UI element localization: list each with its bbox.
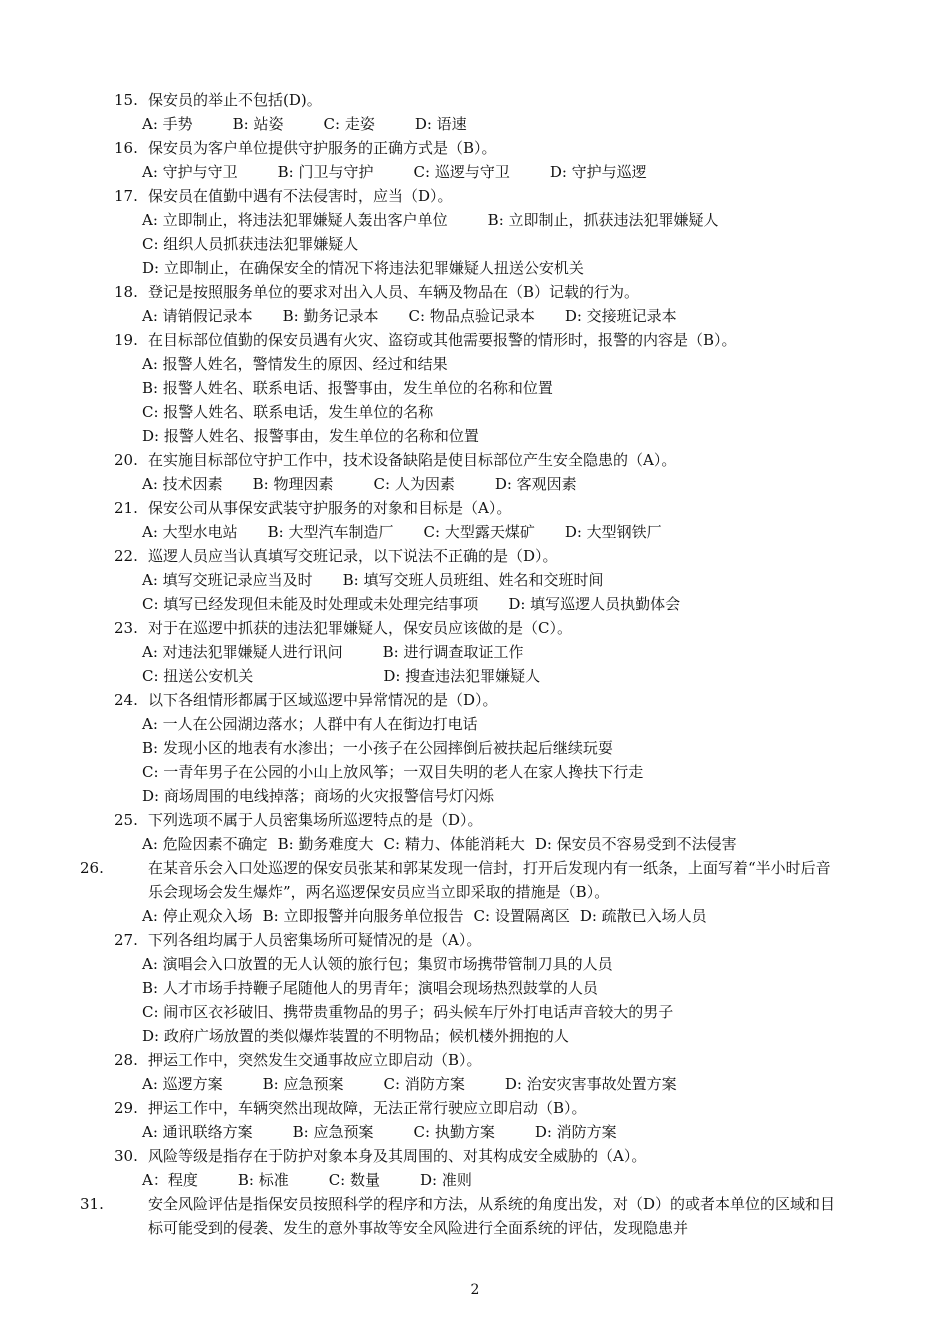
- option-row: [114, 784, 842, 808]
- question-number: 30.: [114, 1147, 138, 1165]
- answer-option: C: 人为因素: [373, 475, 455, 493]
- question-stem: [114, 1048, 842, 1072]
- answer-option: C: 物品点验记录本: [408, 307, 535, 325]
- answer-option: B: 大型汽车制造厂: [267, 523, 394, 541]
- question-stem: [80, 1192, 842, 1240]
- question-text: 保安员的举止不包括(D)。: [148, 91, 322, 109]
- option-row: [114, 352, 842, 376]
- option-row: [114, 472, 842, 496]
- question-item: [114, 688, 842, 808]
- option-row: [114, 568, 842, 592]
- question-stem: [114, 136, 842, 160]
- option-row: [114, 424, 842, 448]
- question-number: 26.: [80, 859, 104, 877]
- option-row: [114, 664, 842, 688]
- answer-option: C: 设置隔离区: [473, 907, 570, 925]
- answer-option: C: 填写已经发现但未能及时处理或未处理完结事项: [142, 595, 479, 613]
- option-row: [114, 760, 842, 784]
- answer-option: D: 政府广场放置的类似爆炸装置的不明物品；候机楼外拥抱的人: [142, 1027, 569, 1045]
- answer-option: A: 演唱会入口放置的无人认领的旅行包；集贸市场携带管制刀具的人员: [142, 955, 613, 973]
- question-item: [114, 808, 842, 856]
- answer-option: C: 扭送公安机关: [142, 667, 254, 685]
- question-text: 在某音乐会入口处巡逻的保安员张某和郭某发现一信封，打开后发现内有一纸条，上面写着“半小时后音乐会现场会发生爆炸”，两名巡逻保安员应当立即采取的措施是（B）。: [148, 859, 831, 901]
- answer-option: C: 精力、体能消耗大: [383, 835, 525, 853]
- question-text: 下列选项不属于人员密集场所巡逻特点的是（D）。: [148, 811, 483, 829]
- answer-option: A: 报警人姓名，警情发生的原因、经过和结果: [142, 355, 448, 373]
- question-item: [114, 496, 842, 544]
- answer-option: D: 语速: [414, 115, 467, 133]
- question-item: [114, 448, 842, 496]
- question-number: 29.: [114, 1099, 138, 1117]
- answer-option: C: 消防方案: [383, 1075, 465, 1093]
- question-number: 31.: [80, 1195, 104, 1213]
- answer-option: B: 立即报警并向服务单位报告: [262, 907, 464, 925]
- question-stem: [114, 688, 842, 712]
- answer-option: D: 交接班记录本: [564, 307, 677, 325]
- answer-option: C: 报警人姓名、联系电话，发生单位的名称: [142, 403, 434, 421]
- question-text: 登记是按照服务单位的要求对出入人员、车辆及物品在（B）记载的行为。: [148, 283, 640, 301]
- question-item: [114, 544, 842, 616]
- answer-option: D: 保安员不容易受到不法侵害: [534, 835, 737, 853]
- option-row: [114, 112, 842, 136]
- answer-option: D: 大型钢铁厂: [564, 523, 662, 541]
- answer-option: C: 巡逻与守卫: [413, 163, 510, 181]
- answer-option: B: 报警人姓名、联系电话、报警事由，发生单位的名称和位置: [142, 379, 553, 397]
- question-text: 风险等级是指存在于防护对象本身及其周围的、对其构成安全威胁的（A）。: [148, 1147, 647, 1165]
- option-row: [114, 376, 842, 400]
- question-stem: [80, 856, 842, 904]
- question-number: 17.: [114, 187, 138, 205]
- answer-option: B: 勤务记录本: [282, 307, 379, 325]
- question-stem: [114, 184, 842, 208]
- answer-option: B: 标准: [237, 1171, 289, 1189]
- option-row: [114, 160, 842, 184]
- question-text: 押运工作中，车辆突然出现故障，无法正常行驶应立即启动（B）。: [148, 1099, 587, 1117]
- question-text: 保安公司从事保安武装守护服务的对象和目标是（A）。: [148, 499, 512, 517]
- question-item: [114, 280, 842, 328]
- question-number: 19.: [114, 331, 138, 349]
- answer-option: A: 停止观众入场: [142, 907, 253, 925]
- question-text: 对于在巡逻中抓获的违法犯罪嫌疑人，保安员应该做的是（C）。: [148, 619, 572, 637]
- question-stem: [114, 448, 842, 472]
- option-row: [114, 904, 842, 928]
- question-stem: [114, 88, 842, 112]
- option-row: [114, 952, 842, 976]
- question-text: 巡逻人员应当认真填写交班记录，以下说法不正确的是（D）。: [148, 547, 558, 565]
- question-list: [80, 88, 842, 1240]
- question-item: [114, 328, 842, 448]
- answer-option: D: 立即制止，在确保安全的情况下将违法犯罪嫌疑人扭送公安机关: [142, 259, 584, 277]
- question-text: 在实施目标部位守护工作中，技术设备缺陷是使目标部位产生安全隐患的（A）。: [148, 451, 677, 469]
- answer-option: A: 危险因素不确定: [142, 835, 268, 853]
- question-stem: [114, 496, 842, 520]
- question-item: [80, 856, 842, 928]
- answer-option: D: 搜查违法犯罪嫌疑人: [383, 667, 541, 685]
- option-row: [114, 1000, 842, 1024]
- answer-option: D: 守护与巡逻: [549, 163, 647, 181]
- option-row: [114, 976, 842, 1000]
- option-row: [114, 256, 842, 280]
- answer-option: B: 填写交班人员班组、姓名和交班时间: [342, 571, 604, 589]
- question-item: [114, 1144, 842, 1192]
- question-item: [114, 88, 842, 136]
- question-text: 以下各组情形都属于区域巡逻中异常情况的是（D）。: [148, 691, 498, 709]
- answer-option: D: 疏散已入场人员: [579, 907, 707, 925]
- question-stem: [114, 280, 842, 304]
- answer-option: C: 一青年男子在公园的小山上放风筝；一双目失明的老人在家人搀扶下行走: [142, 763, 644, 781]
- answer-option: A: 手势: [142, 115, 193, 133]
- answer-option: C: 走姿: [323, 115, 375, 133]
- question-number: 23.: [114, 619, 138, 637]
- question-stem: [114, 328, 842, 352]
- option-row: [114, 1120, 842, 1144]
- question-text: 押运工作中，突然发生交通事故应立即启动（B）。: [148, 1051, 482, 1069]
- question-text: 在目标部位值勤的保安员遇有火灾、盗窃或其他需要报警的情形时，报警的内容是（B）。: [148, 331, 737, 349]
- answer-option: D: 商场周围的电线掉落；商场的火灾报警信号灯闪烁: [142, 787, 494, 805]
- answer-option: B: 发现小区的地表有水渗出；一小孩子在公园摔倒后被扶起后继续玩耍: [142, 739, 613, 757]
- option-row: [114, 1072, 842, 1096]
- question-stem: [114, 808, 842, 832]
- answer-option: B: 人才市场手持鞭子尾随他人的男青年；演唱会现场热烈鼓掌的人员: [142, 979, 598, 997]
- question-item: [114, 136, 842, 184]
- answer-option: C: 大型露天煤矿: [423, 523, 535, 541]
- answer-option: D: 准则: [420, 1171, 472, 1189]
- answer-option: A: 通讯联络方案: [142, 1123, 253, 1141]
- option-row: [114, 1168, 842, 1192]
- page-number: 2: [470, 1282, 480, 1298]
- answer-option: D: 客观因素: [494, 475, 577, 493]
- question-stem: [114, 928, 842, 952]
- question-number: 24.: [114, 691, 138, 709]
- answer-option: A: 巡逻方案: [142, 1075, 223, 1093]
- question-text: 安全风险评估是指保安员按照科学的程序和方法，从系统的角度出发，对（D）的或者本单位的区域和目标可能受到的侵袭、发生的意外事故等安全风险进行全面系统的评估，发现隐患并: [148, 1195, 836, 1237]
- answer-option: A: 技术因素: [142, 475, 223, 493]
- option-row: [114, 520, 842, 544]
- answer-option: A: 对违法犯罪嫌疑人进行讯问: [142, 643, 343, 661]
- question-stem: [114, 1144, 842, 1168]
- answer-option: C: 数量: [328, 1171, 381, 1189]
- answer-option: B: 站姿: [232, 115, 284, 133]
- question-item: [80, 1192, 842, 1240]
- question-number: 15.: [114, 91, 138, 109]
- question-number: 28.: [114, 1051, 138, 1069]
- answer-option: B: 立即制止，抓获违法犯罪嫌疑人: [487, 211, 719, 229]
- option-row: [114, 304, 842, 328]
- option-row: [114, 736, 842, 760]
- answer-option: B: 门卫与守护: [277, 163, 374, 181]
- option-row: [114, 400, 842, 424]
- answer-option: A: 请销假记录本: [142, 307, 253, 325]
- option-row: [114, 832, 842, 856]
- option-row: [114, 640, 842, 664]
- question-text: 保安员为客户单位提供守护服务的正确方式是（B）。: [148, 139, 497, 157]
- question-item: [114, 616, 842, 688]
- answer-option: A: 大型水电站: [142, 523, 238, 541]
- answer-option: D: 填写巡逻人员执勤体会: [508, 595, 681, 613]
- answer-option: C: 执勤方案: [413, 1123, 495, 1141]
- question-stem: [114, 544, 842, 568]
- question-number: 18.: [114, 283, 138, 301]
- question-number: 20.: [114, 451, 138, 469]
- option-row: [114, 592, 842, 616]
- answer-option: A: 立即制止，将违法犯罪嫌疑人轰出客户单位: [142, 211, 448, 229]
- answer-option: D: 治安灾害事故处置方案: [504, 1075, 677, 1093]
- option-row: [114, 232, 842, 256]
- answer-option: C: 闹市区衣衫破旧、携带贵重物品的男子；码头候车厅外打电话声音较大的男子: [142, 1003, 674, 1021]
- question-item: [114, 1048, 842, 1096]
- answer-option: A: 一人在公园湖边落水；人群中有人在街边打电话: [142, 715, 478, 733]
- question-number: 25.: [114, 811, 138, 829]
- answer-option: A：程度: [142, 1171, 198, 1189]
- question-item: [114, 928, 842, 1048]
- option-row: [114, 208, 842, 232]
- answer-option: B: 应急预案: [262, 1075, 344, 1093]
- question-number: 16.: [114, 139, 138, 157]
- answer-option: C: 组织人员抓获违法犯罪嫌疑人: [142, 235, 359, 253]
- answer-option: B: 进行调查取证工作: [382, 643, 524, 661]
- question-stem: [114, 1096, 842, 1120]
- question-number: 21.: [114, 499, 138, 517]
- answer-option: D: 消防方案: [534, 1123, 617, 1141]
- answer-option: B: 物理因素: [252, 475, 334, 493]
- answer-option: B: 勤务难度大: [277, 835, 374, 853]
- question-number: 22.: [114, 547, 138, 565]
- question-item: [114, 1096, 842, 1144]
- question-stem: [114, 616, 842, 640]
- option-row: [114, 1024, 842, 1048]
- answer-option: D: 报警人姓名、报警事由，发生单位的名称和位置: [142, 427, 479, 445]
- question-number: 27.: [114, 931, 138, 949]
- question-text: 下列各组均属于人员密集场所可疑情况的是（A）。: [148, 931, 482, 949]
- answer-option: A: 填写交班记录应当及时: [142, 571, 313, 589]
- answer-option: B: 应急预案: [292, 1123, 374, 1141]
- option-row: [114, 712, 842, 736]
- question-text: 保安员在值勤中遇有不法侵害时，应当（D）。: [148, 187, 453, 205]
- answer-option: A: 守护与守卫: [142, 163, 238, 181]
- question-item: [114, 184, 842, 280]
